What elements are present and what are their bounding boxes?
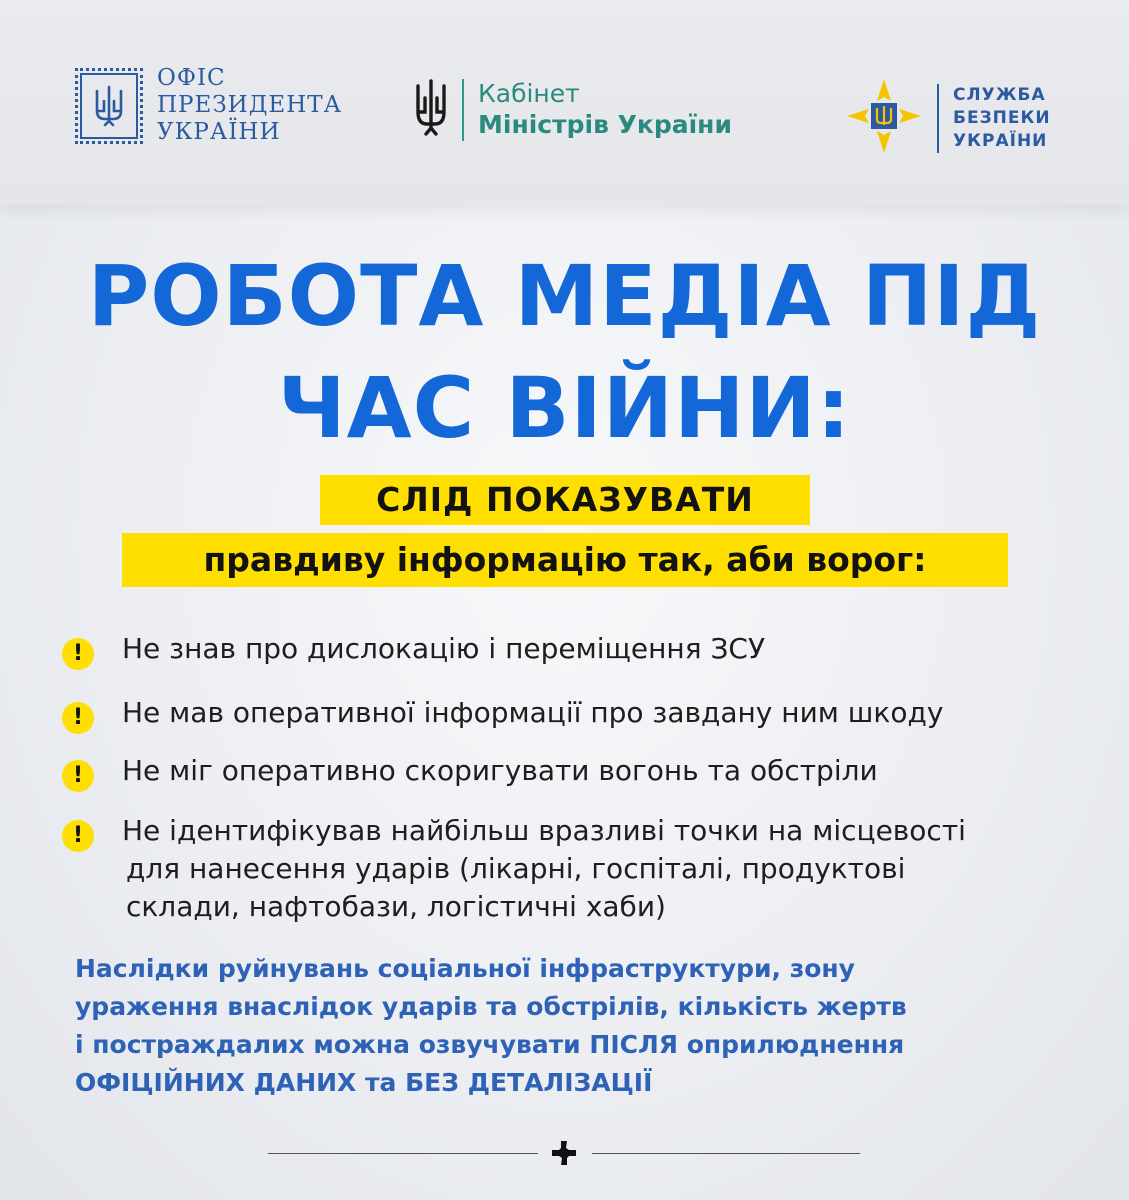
- exclamation-icon: !: [62, 702, 94, 734]
- footer-divider-right: [592, 1153, 860, 1154]
- cabinet-name: Кабінет Міністрів України: [462, 79, 732, 141]
- exclamation-icon: !: [62, 638, 94, 670]
- trident-icon: [414, 78, 448, 142]
- list-item-text: Не ідентифікував найбільш вразливі точки на місцевості для нанесення ударів (лікарні, госпіталі, продуктові склади, нафтобази, логістичні хаби): [122, 814, 966, 923]
- info-note: Наслідки руйнувань соціальної інфраструктури, зону ураження внаслідок ударів та обстрілів, кількість жертв і постраждалих можна озвучувати ПІСЛЯ оприлюднення ОФІЦІЙНИХ ДАНИХ та БЕЗ ДЕТАЛІЗАЦІЇ: [75, 954, 907, 1097]
- sbu-emblem-icon: [845, 77, 923, 159]
- cross-icon: [552, 1141, 576, 1165]
- exclamation-icon: !: [62, 820, 94, 852]
- office-president-logo: [75, 65, 342, 146]
- footer-divider-left: [268, 1153, 538, 1154]
- sbu-logo: [845, 77, 1051, 159]
- highlight-subheading: правдиву інформацію так, аби ворог:: [122, 533, 1008, 587]
- office-president-name: ОФІС ПРЕЗИДЕНТА УКРАЇНИ: [157, 65, 343, 145]
- trident-icon: [75, 68, 143, 144]
- cabinet-logo: [414, 78, 732, 142]
- page-title: РОБОТА МЕДІА ПІД ЧАС ВІЙНИ:: [87, 247, 1042, 457]
- exclamation-icon: !: [62, 760, 94, 792]
- sbu-name: СЛУЖБА БЕЗПЕКИ УКРАЇНИ: [937, 84, 1051, 153]
- header-bar: [0, 0, 1129, 205]
- highlight-heading: СЛІД ПОКАЗУВАТИ: [320, 475, 810, 525]
